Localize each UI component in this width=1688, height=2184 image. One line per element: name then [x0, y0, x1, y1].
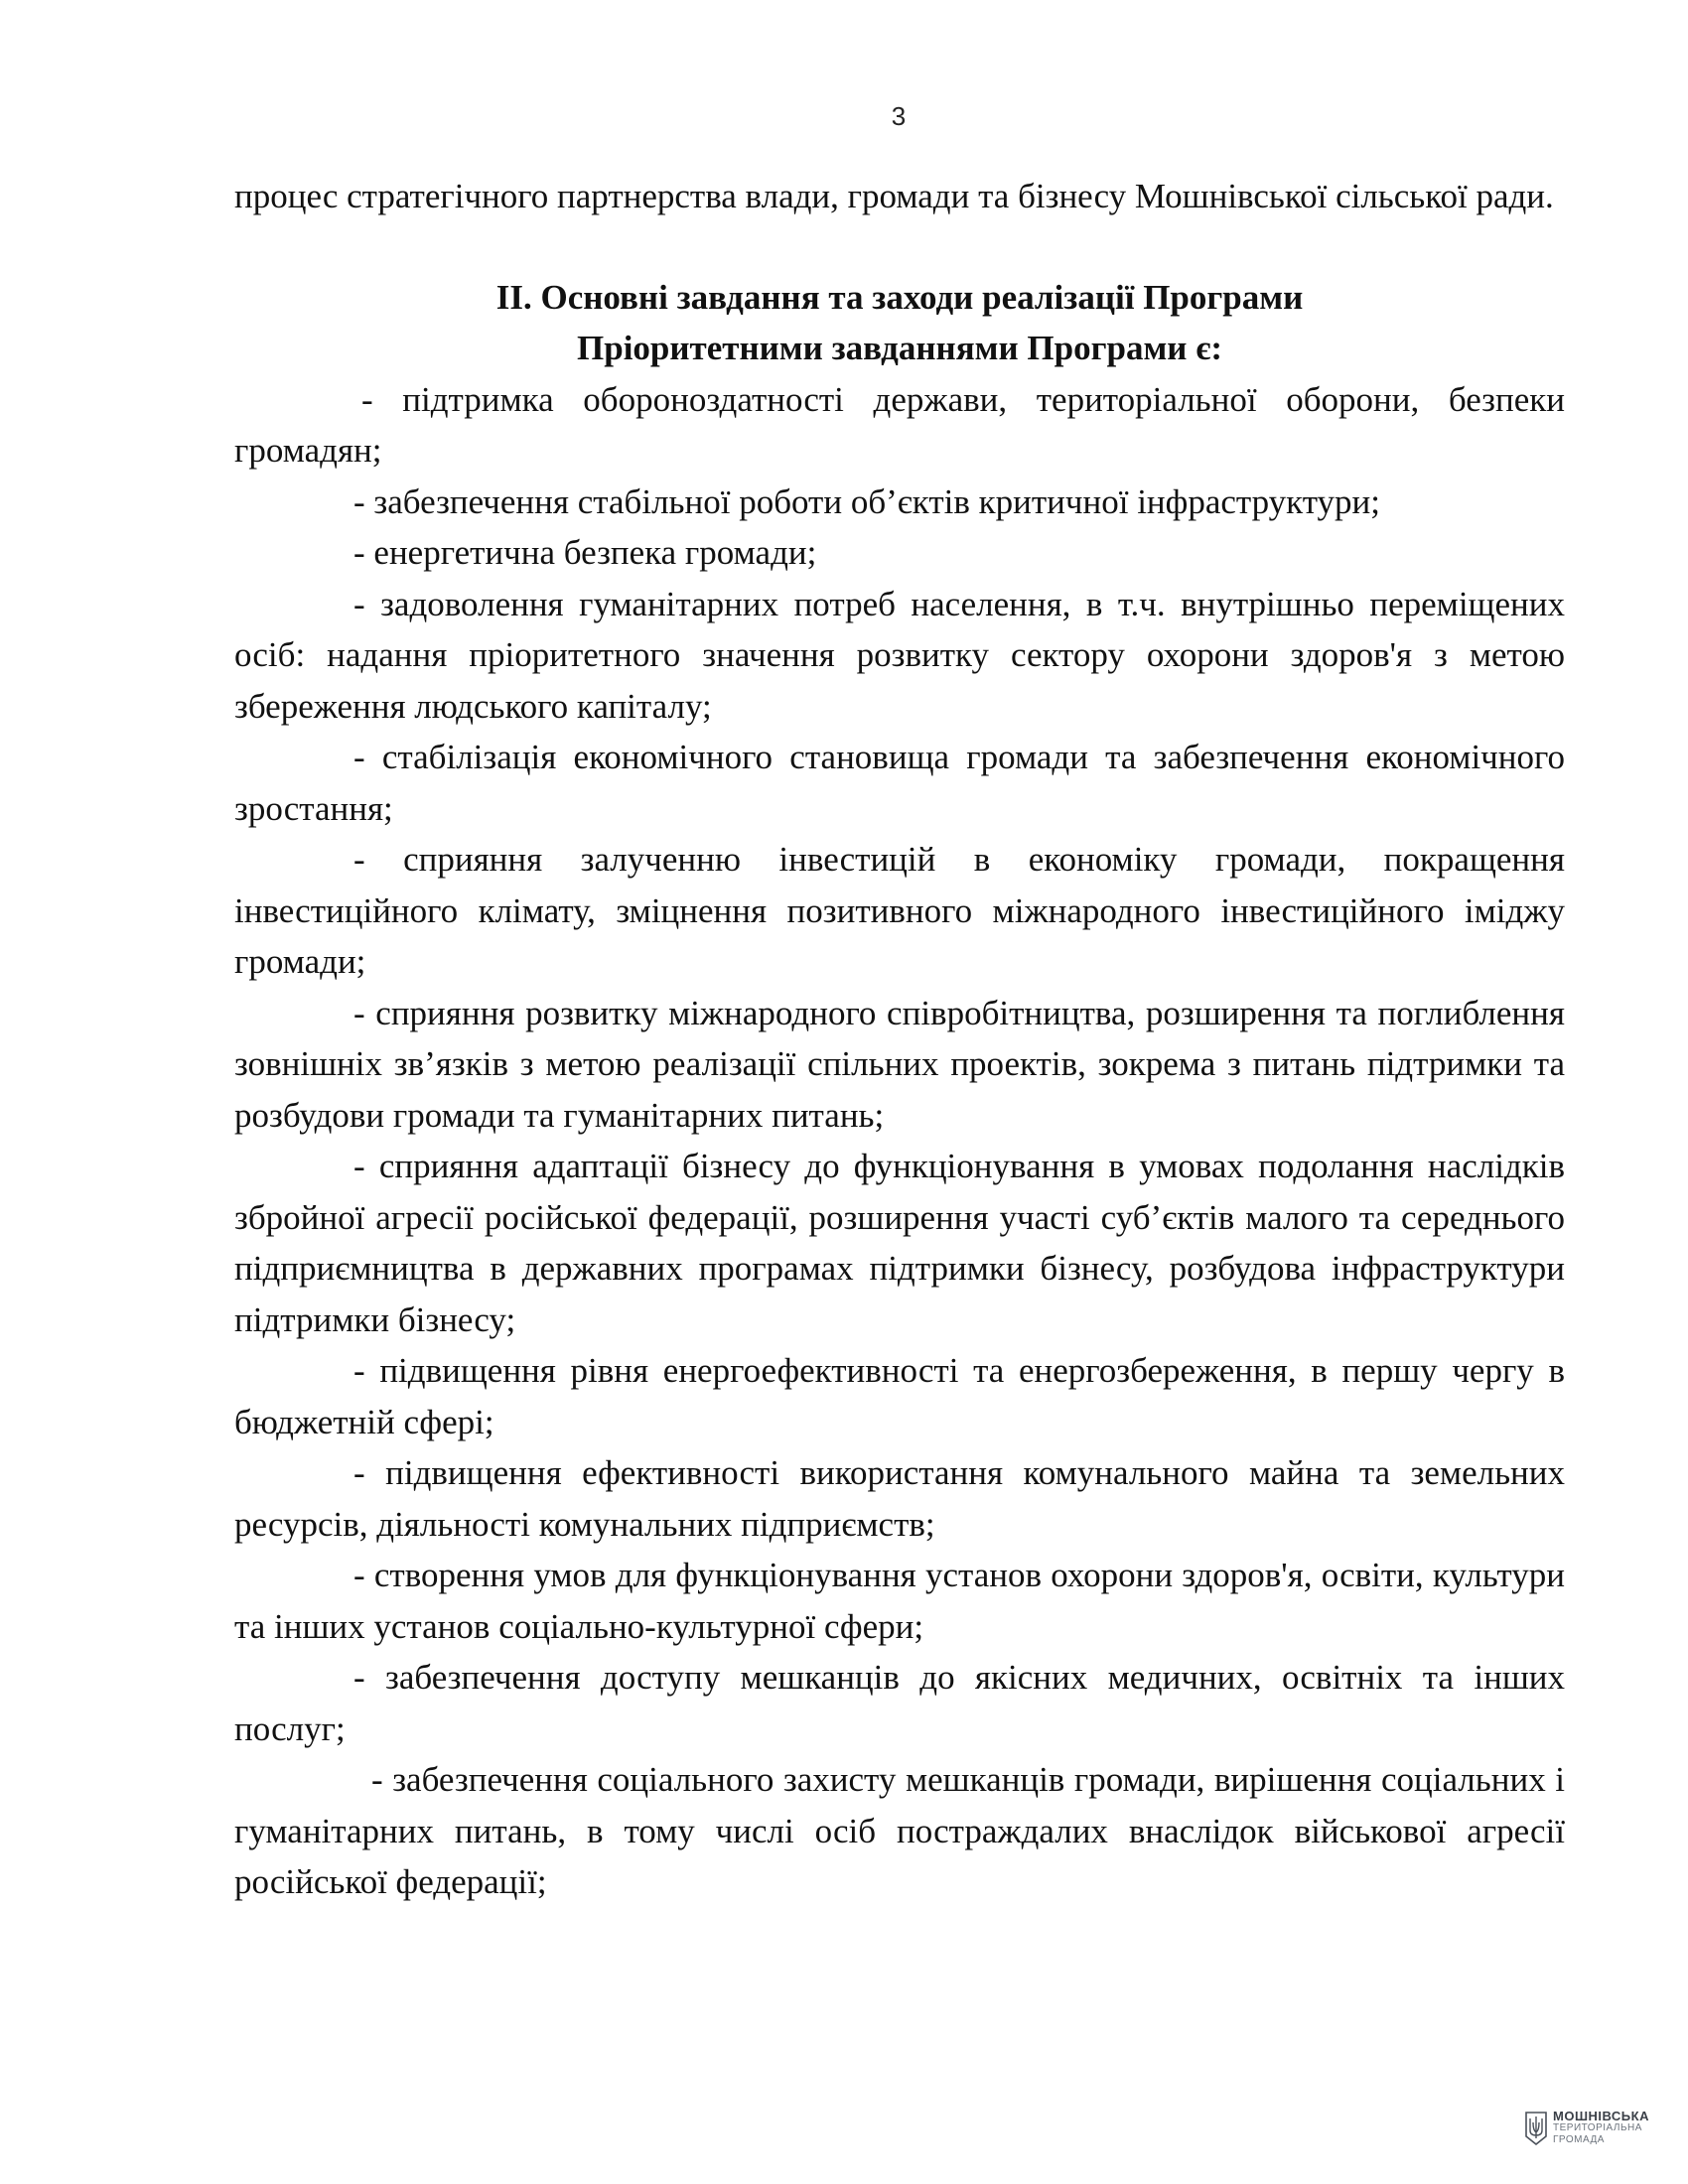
list-item: - енергетична безпека громади;	[353, 533, 817, 572]
list-item: - задоволення гуманітарних потреб населення, в т.ч. внутрішньо переміщених осіб: надання пріоритетного значення розвитку сектору охорони здоров'я з метою збереження людського капіталу;	[234, 584, 1565, 726]
list-item: - сприяння залученню інвестицій в економіку громади, покращення інвестиційного клімату, зміцнення позитивного міжнародного інвестиційного іміджу громади;	[234, 840, 1565, 981]
list-item: - стабілізація економічного становища громади та забезпечення економічного зростання;	[234, 738, 1565, 828]
document-body	[234, 171, 1565, 1908]
list-item: - сприяння адаптації бізнесу до функціонування в умовах подолання наслідків збройної агресії російської федерації, розширення участі суб’єктів малого та середнього підприємництва в державних програмах підтримки бізнесу, розбудова інфраструктури підтримки бізнесу;	[234, 1147, 1565, 1339]
section-subheading: Пріоритетними завданнями Програми є:	[577, 329, 1222, 367]
list-item: - забезпечення доступу мешканців до якісних медичних, освітніх та інших послуг;	[234, 1658, 1565, 1748]
list-item: - забезпечення стабільної роботи об’єктів критичної інфраструктури;	[353, 481, 1381, 521]
list-item: - забезпечення соціального захисту мешканців громади, вирішення соціальних і гуманітарних питань, в тому числі осіб постраждалих внаслідок військової агресії російської федерації;	[234, 1760, 1565, 1901]
list-item: - підтримка обороноздатності держави, територіальної оборони, безпеки громадян;	[234, 379, 1565, 470]
section-heading: ІІ. Основні завдання та заходи реалізації Програми	[495, 277, 1304, 317]
community-logo	[1525, 2111, 1649, 2170]
logo-title: МОШНІВСЬКА	[1553, 2109, 1649, 2123]
list-item: - підвищення ефективності використання комунального майна та земельних ресурсів, діяльності комунальних підприємств;	[234, 1453, 1565, 1544]
list-item: - створення умов для функціонування установ охорони здоров'я, освіти, культури та інших установ соціально-культурної сфери;	[234, 1556, 1565, 1646]
list-item: - підвищення рівня енергоефективності та енергозбереження, в першу чергу в бюджетній сфері;	[234, 1351, 1565, 1441]
logo-subtitle-2: ГРОМАДА	[1553, 2134, 1605, 2145]
list-item: - сприяння розвитку міжнародного співробітництва, розширення та поглиблення зовнішніх зв’язків з метою реалізації спільних проектів, зокрема з питань підтримки та розбудови громади та гуманітарних питань;	[234, 993, 1565, 1135]
trident-emblem-icon	[1525, 2111, 1547, 2146]
page-number: 3	[891, 101, 907, 131]
intro-paragraph: процес стратегічного партнерства влади, громади та бізнесу Мошнівської сільської ради.	[234, 177, 1554, 215]
logo-subtitle: ТЕРИТОРІАЛЬНА	[1553, 2122, 1642, 2133]
